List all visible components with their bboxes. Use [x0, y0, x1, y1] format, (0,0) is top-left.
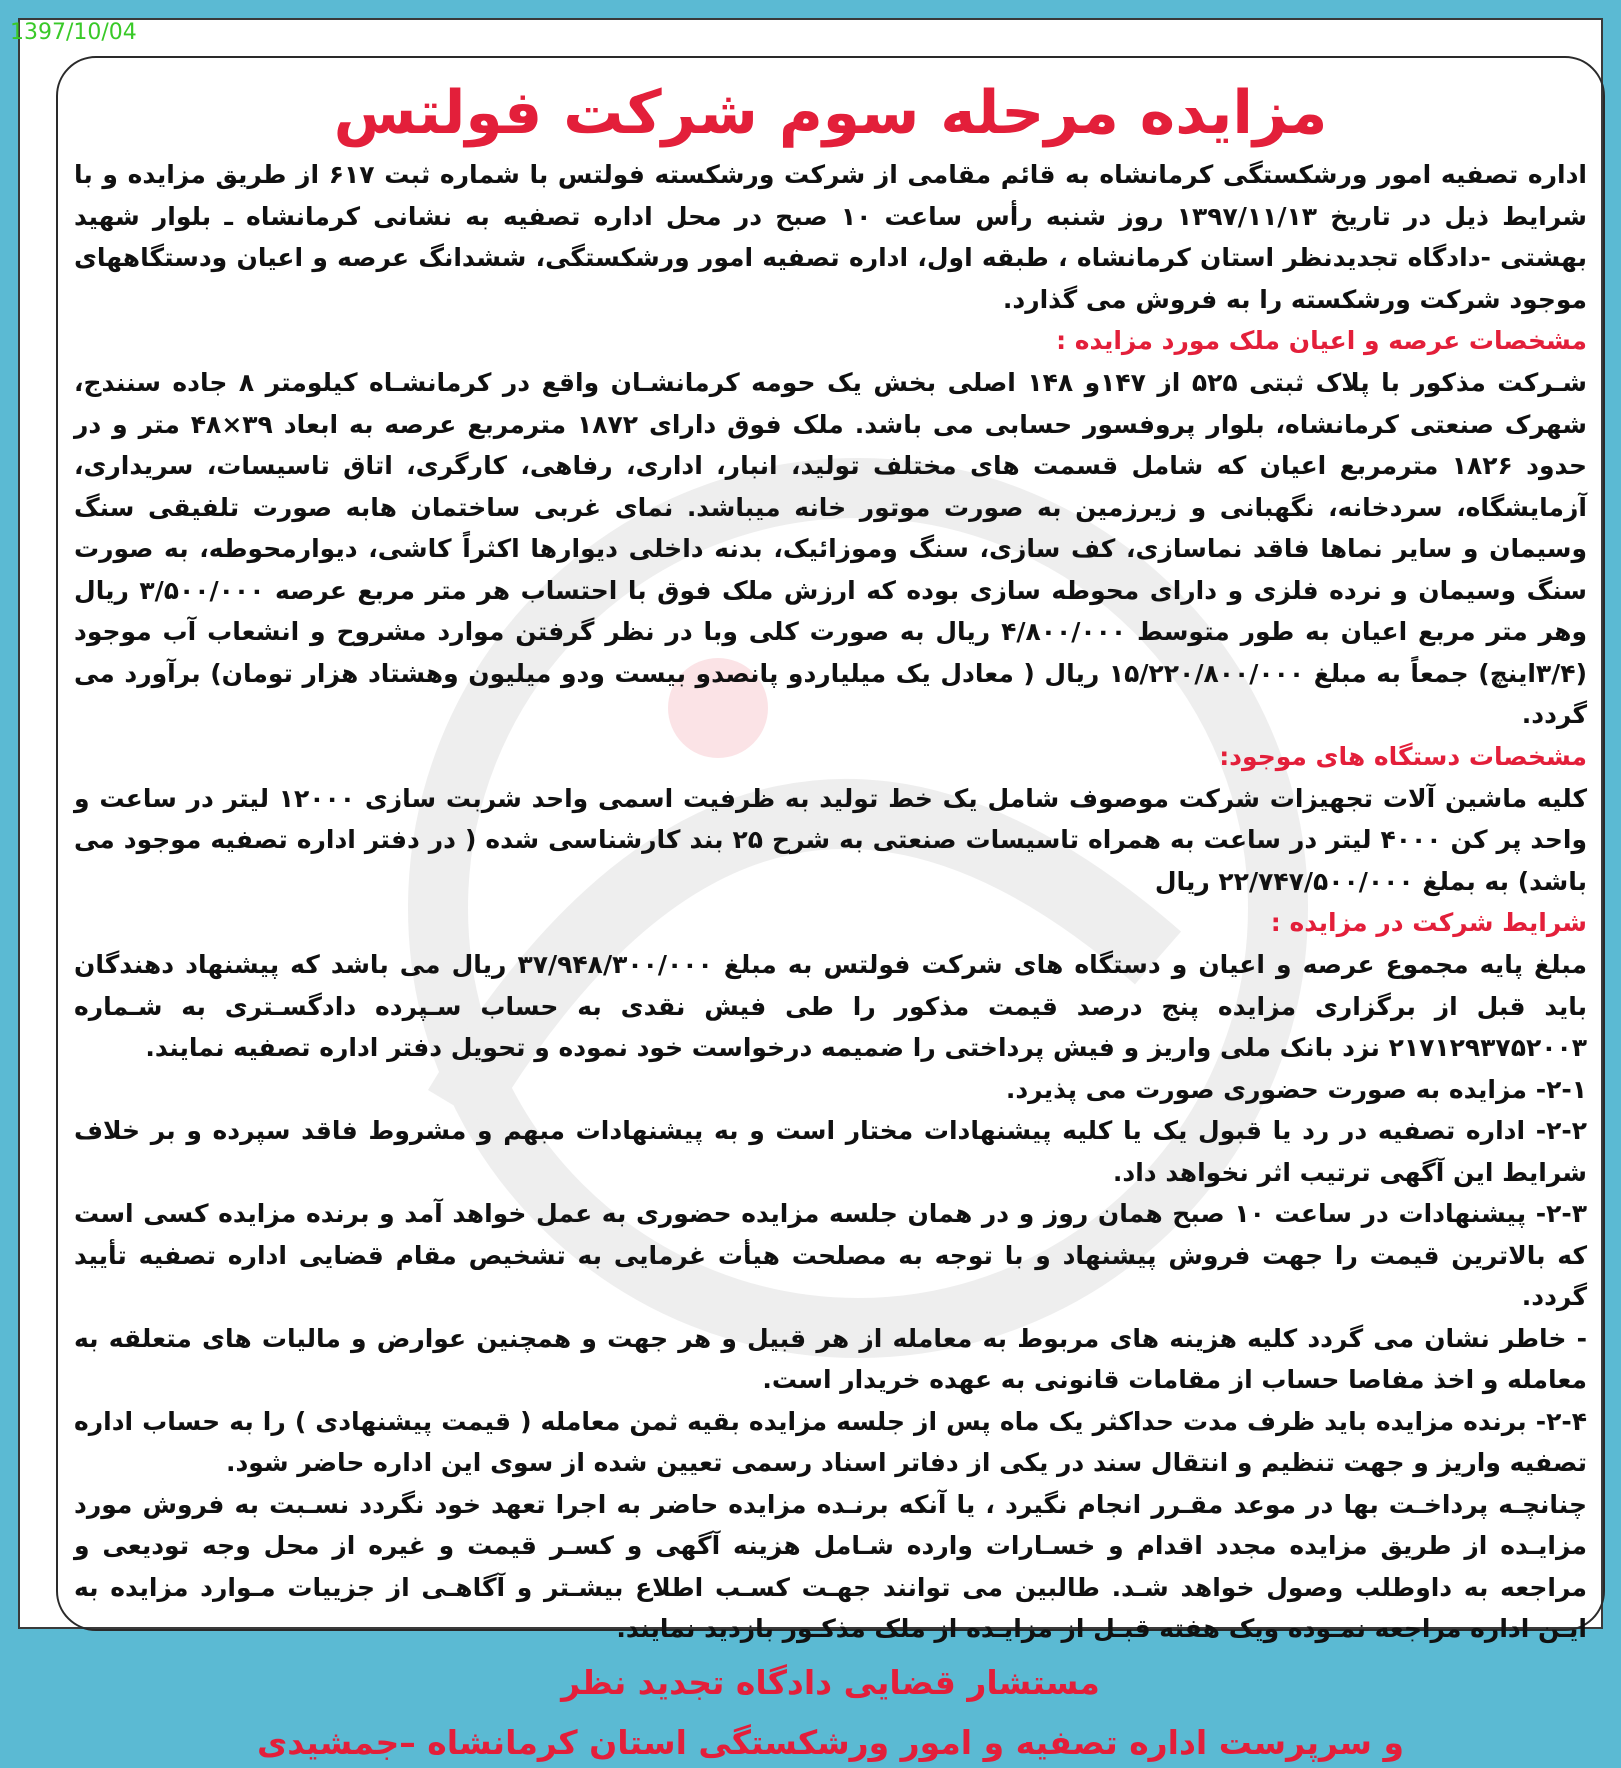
section-heading-conditions: شرایط شرکت در مزایده : — [1270, 908, 1587, 937]
date-stamp: 1397/10/04 — [10, 20, 137, 45]
condition-item: ۲-۳- پیشنهادات در ساعت ۱۰ صبح همان روز و در همان جلسه مزایده حضوری به عمل خواهد آمد و برنده مزایده کسی است که بالاترین قیمت را جهت فروش پیشنهاد و با توجه به مصلحت هیأت غرمایی به تشخیص مقام قضایی اداره تصفیه تأیید گردد. — [74, 1199, 1587, 1311]
condition-paragraph: چنانچـه پرداخـت بها در موعد مقـرر انجام نگیرد ، یا آنکه برنـده مزایده حاضر به اجرا تعهد خود نگردد نسـبت به فروش مورد مزایـده از طریق مزایده مجدد اقدام و خسـارات وارده شـامل هزینه آگهی و کسـر قیمت و غیره از محل وجه تودیعی و مراجعه به داوطلب وصول خواهد شـد. طالبین می توانند جهـت کسـب اطلاع بیشـتر و آگاهـی از جزییات مـوارد مزایده به ایـن اداره مراجعه نمـوده ویک هفته قبـل از مزایـده از ملک مذکـور بازدید نمایند. — [74, 1489, 1587, 1643]
condition-item: ۲-۴- برنده مزایده باید ظرف مدت حداکثر یک ماه پس از جلسه مزایده بقیه ثمن معامله ( قیمت پیشنهادی ) را به حساب اداره تصفیه واریز و جهت تنظیم و انتقال سند در یکی از دفاتر اسناد رسمی تعیین شده از سوی این اداره حاضر شود. — [74, 1406, 1587, 1477]
signature-line-1: مستشار قضایی دادگاه تجدید نظر — [561, 1662, 1100, 1702]
condition-note: - خاطر نشان می گردد کلیه هزینه های مربوط به معامله از هر قبیل و هر جهت و همچنین عوارض و مالیات های متعلقه به معامله و اخذ مفاصا حساب از مقامات قانونی به عهده خریدار است. — [74, 1323, 1587, 1394]
ad-frame — [18, 18, 1603, 1762]
ad-title: مزایده مرحله سوم شرکت فولتس — [333, 78, 1328, 148]
ad-content — [74, 72, 1588, 1762]
property-description: شـرکت مذکور با پلاک ثبتی ۵۲۵ از ۱۴۷و ۱۴۸ اصلی بخش یک حومه کرمانشـان واقع در کرمانشـاه کیلومتر ۸ جاده سنندج، شهرک صنعتی کرمانشاه، بلوار پروفسور حسابی می باشد. ملک فوق دارای ۱۸۷۲ مترمربع عرصه به ابعاد ۳۹×۴۸ متر و در حدود ۱۸۲۶ مترمربع اعیان که شامل قسمت های مختلف تولید، انبار، اداری، رفاهی، کارگری، اتاق تاسیسات، سریداری، آزمایشگاه، سردخانه، نگهبانی و زیرزمین به صورت موتور خانه میباشد. نمای غربی ساختمان هابه صورت تلفیقی سنگ وسیمان و سایر نماها فاقد نماسازی، کف سازی، سنگ وموزائیک، بدنه داخلی دیوارها اکثراً کاشی، دیوارمحوطه، به صورت سنگ وسیمان و نرده فلزی و دارای محوطه سازی بوده که ارزش ملک فوق با احتساب هر متر مربع عرصه ۳/۵۰۰/۰۰۰ ریال وهر متر مربع اعیان به طور متوسط ۴/۸۰۰/۰۰۰ ریال به صورت کلی وبا در نظر گرفتن موارد مشروح و انشعاب آب موجود (۳/۴اینچ) جمعاً به مبلغ ۱۵/۲۲۰/۸۰۰/۰۰۰ ریال ( معادل یک میلیاردو پانصدو بیست ودو میلیون وهشتاد هزار تومان) برآورد می گردد. — [74, 368, 1588, 729]
intro-paragraph: اداره تصفیه امور ورشکستگی کرمانشاه به قائم مقامی از شرکت ورشکسته فولتس با شماره ثبت ۶۱۷ از طریق مزایده و با شرایط ذیل در تاریخ ۱۳۹۷/۱۱/۱۳ روز شنبه رأس ساعت ۱۰ صبح در محل اداره تصفیه به نشانی کرمانشاه ـ بلوار شهید بهشتی -دادگاه تجدیدنظر استان کرمانشاه ، طبقه اول، اداره تصفیه امور ورشکستگی، ششدانگ عرصه و اعیان ودستگاههای موجود شرکت ورشکسته را به فروش می گذارد. — [74, 160, 1588, 314]
ad-inner-border — [56, 56, 1605, 1762]
section-heading-equipment: مشخصات دستگاه های موجود: — [1219, 741, 1587, 771]
equipment-description: کلیه ماشین آلات تجهیزات شرکت موصوف شامل یک خط تولید به ظرفیت اسمی واحد شربت سازی ۱۲۰۰۰ لیتر در ساعت و واحد پر کن ۴۰۰۰ لیتر در ساعت به همراه تاسیسات صنعتی به شرح ۲۵ بند کارشناسی شده ( در دفتر اداره تصفیه موجود می باشد) به بملغ ۲۲/۷۴۷/۵۰۰/۰۰۰ ریال — [74, 783, 1588, 896]
section-heading-property: مشخصات عرصه و اعیان ملک مورد مزایده : — [1056, 326, 1587, 355]
condition-paragraph: مبلغ پایه مجموع عرصه و اعیان و دستگاه های شرکت فولتس به مبلغ ۳۷/۹۴۸/۳۰۰/۰۰۰ ریال می باشد که پیشنهاد دهندگان باید قبل از برگزاری مزایده پنج درصد قیمت مذکور را طی فیش نقدی به حساب سـپرده دادگسـتری به شـماره ۲۱۷۱۲۹۳۷۵۲۰۰۳ نزد بانک ملی واریز و فیش پرداختی را ضمیمه درخواست خود نموده و تحویل دفتر اداره تصفیه نمایند. — [74, 950, 1587, 1062]
condition-item: ۲-۱- مزایده به صورت حضوری صورت می پذیرد. — [1005, 1074, 1587, 1104]
signature-line-2: و سرپرست اداره تصفیه و امور ورشکستگی استان کرمانشاه –جمشیدی — [256, 1722, 1405, 1762]
condition-item: ۲-۲- اداره تصفیه در رد یا قبول یک یا کلیه پیشنهادات مختار است و به پیشنهادات مبهم و مشروط فاقد سپرده و بر خلاف شرایط این آگهی ترتیب اثر نخواهد داد. — [74, 1116, 1587, 1187]
